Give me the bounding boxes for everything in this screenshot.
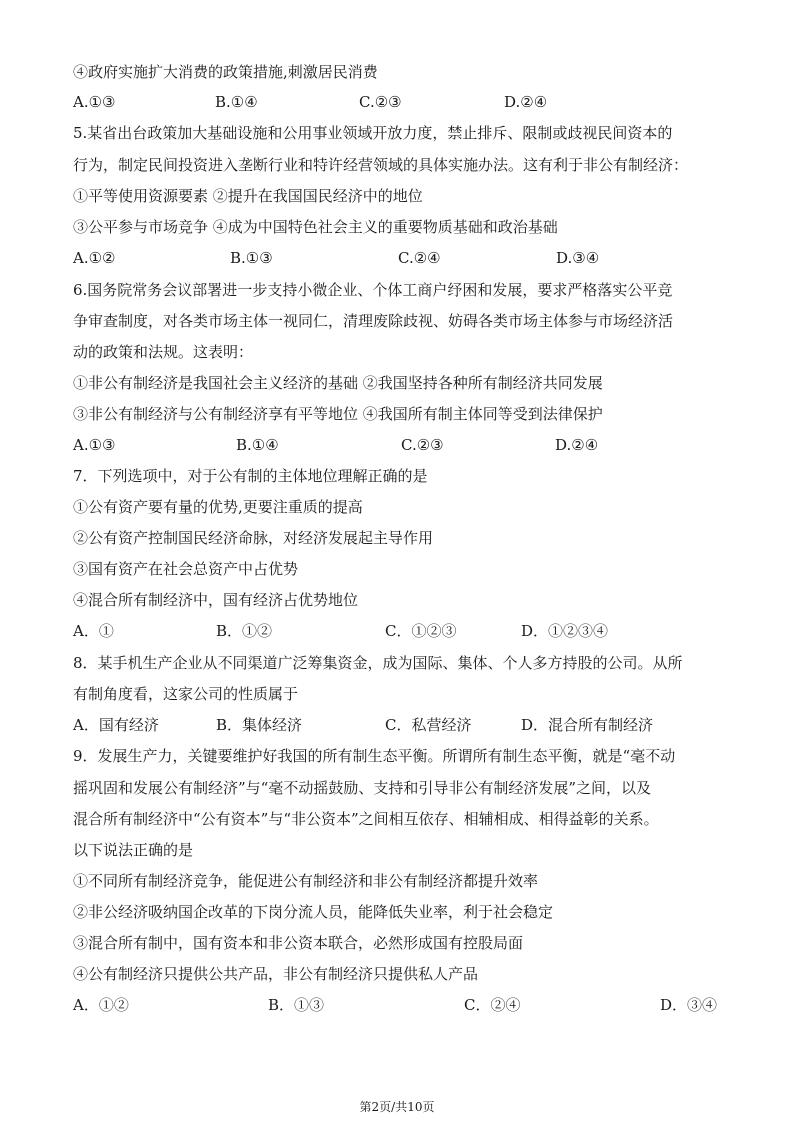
- q9-option-c: C．②④: [464, 996, 521, 1014]
- q7-item-2: ②公有资产控制国民经济命脉，对经济发展起主导作用: [73, 529, 434, 547]
- q5-option-c: C.②④: [398, 249, 441, 267]
- q9-stem-line-4: 以下说法正确的是: [73, 841, 194, 859]
- q7-option-b: B．①②: [216, 622, 273, 640]
- q4-item-4: ④政府实施扩大消费的政策措施,刺激居民消费: [73, 63, 378, 81]
- q4-option-c: C.②③: [359, 93, 402, 111]
- q9-option-b: B．①③: [268, 996, 325, 1014]
- q6-options: [73, 434, 773, 456]
- q9-stem-line-1: 9．发展生产力，关键要维护好我国的所有制生态平衡。所谓所有制生态平衡，就是“毫不动: [73, 747, 676, 765]
- q9-item-3: ③混合所有制中，国有资本和非公资本联合，必然形成国有控股局面: [73, 934, 524, 952]
- q5-option-b: B.①③: [230, 249, 273, 267]
- q8-option-c: C．私营经济: [385, 716, 472, 734]
- q9-option-d: D．③④: [660, 996, 718, 1014]
- q7-options: [73, 620, 773, 642]
- q5-option-d: D.③④: [556, 249, 600, 267]
- q6-stem-line-3: 动的政策和法规。这表明：: [73, 343, 254, 361]
- q8-option-d: D．混合所有制经济: [521, 716, 654, 734]
- q7-item-1: ①公有资产要有量的优势,更要注重质的提高: [73, 498, 363, 516]
- q8-option-b: B．集体经济: [216, 716, 303, 734]
- q7-stem-line-1: 7．下列选项中，对于公有制的主体地位理解正确的是: [73, 467, 428, 485]
- q7-option-a: A．①: [73, 622, 114, 640]
- q7-option-c: C．①②③: [385, 622, 457, 640]
- q8-stem-line-1: 8．某手机生产企业从不同渠道广泛筹集资金，成为国际、集体、个人多方持股的公司。从所: [73, 654, 683, 672]
- q7-item-4: ④混合所有制经济中，国有经济占优势地位: [73, 591, 359, 609]
- q4-option-b: B.①④: [215, 93, 258, 111]
- q6-items-line-2: ③非公有制经济与公有制经济享有平等地位 ④我国所有制主体同等受到法律保护: [73, 405, 603, 423]
- q6-option-c: C.②③: [401, 436, 444, 454]
- q6-stem-line-1: 6.国务院常务会议部署进一步支持小微企业、个体工商户纾困和发展，要求严格落实公平竞: [73, 281, 673, 299]
- q5-option-a: A.①②: [73, 249, 116, 267]
- q8-option-a: A．国有经济: [73, 716, 159, 734]
- q5-items-line-2: ③公平参与市场竞争 ④成为中国特色社会主义的重要物质基础和政治基础: [73, 218, 558, 236]
- q6-option-b: B.①④: [236, 436, 279, 454]
- q5-stem-line-2: 行为，制定民间投资进入垄断行业和特许经营领域的具体实施办法。这有利于非公有制经济：: [73, 156, 689, 174]
- q9-item-1: ①不同所有制经济竞争，能促进公有制经济和非公有制经济都提升效率: [73, 872, 539, 890]
- q4-options: [73, 91, 773, 113]
- q4-option-d: D.②④: [504, 93, 548, 111]
- q5-stem-line-1: 5.某省出台政策加大基础设施和公用事业领域开放力度，禁止排斥、限制或歧视民间资本的: [73, 124, 673, 142]
- q5-options: [73, 247, 773, 269]
- q8-options: [73, 714, 773, 736]
- q4-option-a: A.①③: [73, 93, 116, 111]
- page-number-footer: 第2页/共10页: [359, 1100, 435, 1114]
- q6-option-d: D.②④: [555, 436, 599, 454]
- q6-items-line-1: ①非公有制经济是我国社会主义经济的基础 ②我国坚持各种所有制经济共同发展: [73, 374, 603, 392]
- q9-stem-line-2: 摇巩固和发展公有制经济”与“毫不动摇鼓励、支持和引导非公有制经济发展”之间，以及: [73, 779, 652, 797]
- q6-stem-line-2: 争审查制度，对各类市场主体一视同仁，清理废除歧视、妨碍各类市场主体参与市场经济活: [73, 312, 674, 330]
- q9-option-a: A．①②: [73, 996, 129, 1014]
- q8-stem-line-2: 有制角度看，这家公司的性质属于: [73, 685, 299, 703]
- q9-options: [73, 994, 773, 1016]
- q6-option-a: A.①③: [73, 436, 116, 454]
- q9-stem-line-3: 混合所有制经济中“公有资本”与“非公资本”之间相互依存、相辅相成、相得益彰的关系。: [73, 810, 659, 828]
- q7-item-3: ③国有资产在社会总资产中占优势: [73, 560, 299, 578]
- q5-items-line-1: ①平等使用资源要素 ②提升在我国国民经济中的地位: [73, 187, 423, 205]
- q9-item-2: ②非公经济吸纳国企改革的下岗分流人员，能降低失业率，利于社会稳定: [73, 903, 554, 921]
- q7-option-d: D．①②③④: [521, 622, 609, 640]
- q9-item-4: ④公有制经济只提供公共产品，非公有制经济只提供私人产品: [73, 965, 479, 983]
